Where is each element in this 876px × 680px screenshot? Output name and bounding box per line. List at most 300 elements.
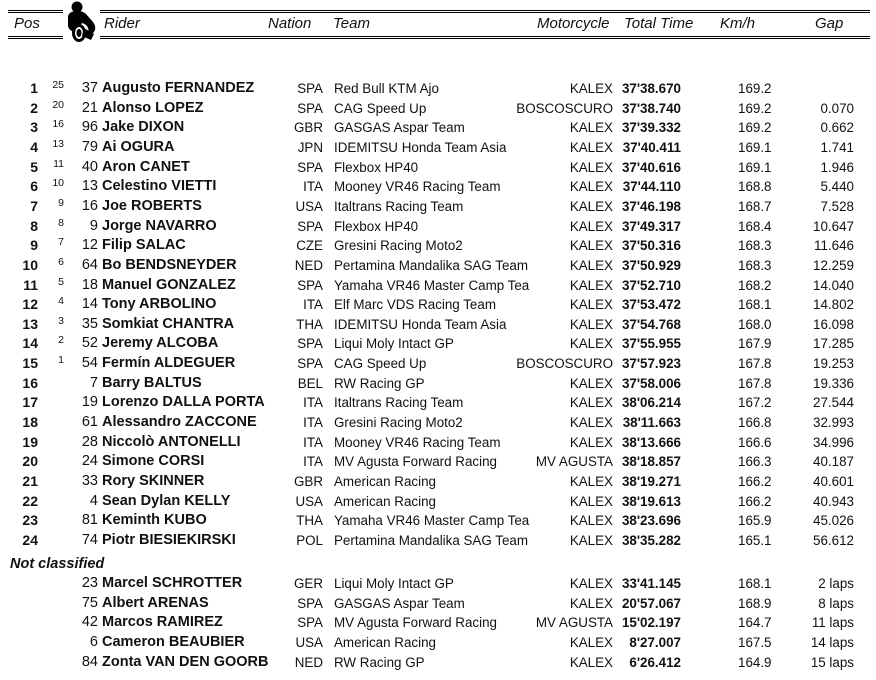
gap-cell: 14.040 [813, 277, 854, 293]
rider-number-cell: 6 [89, 634, 98, 651]
team-cell: Yamaha VR46 Master Camp Tea [334, 513, 530, 529]
header-rule [100, 38, 870, 39]
nation-cell: USA [295, 198, 323, 214]
position-cell: 2 [30, 99, 38, 116]
team-cell: CAG Speed Up [334, 356, 427, 372]
rider-name-cell: Albert ARENAS [102, 594, 209, 611]
rider-name-cell: Alessandro ZACCONE [102, 414, 257, 431]
header-rule [100, 10, 870, 11]
speed-cell: 167.2 [738, 395, 772, 411]
team-cell: GASGAS Aspar Team [334, 595, 465, 611]
team-cell: IDEMITSU Honda Team Asia [334, 316, 507, 332]
position-cell: 4 [30, 138, 38, 155]
result-row [0, 158, 876, 177]
motorcycle-cell: KALEX [569, 375, 613, 391]
motorcycle-cell: KALEX [569, 513, 613, 529]
result-row [0, 79, 876, 98]
rider-number-cell: 16 [81, 197, 98, 214]
speed-cell: 167.8 [738, 375, 772, 391]
speed-cell: 169.2 [738, 120, 772, 136]
total-time-cell: 38'19.613 [621, 493, 681, 509]
points-cell: 10 [52, 177, 64, 190]
rider-number-cell: 14 [81, 296, 98, 313]
result-row [0, 315, 876, 334]
gap-cell: 8 laps [818, 595, 854, 611]
position-cell: 17 [22, 394, 38, 411]
result-row [0, 236, 876, 255]
team-cell: MV Agusta Forward Racing [334, 454, 497, 470]
rider-number-cell: 52 [81, 335, 98, 352]
nation-cell: ITA [303, 434, 323, 450]
rider-name-cell: Jake DIXON [102, 119, 185, 136]
total-time-cell: 37'40.616 [621, 159, 681, 175]
total-time-cell: 37'55.955 [621, 336, 681, 352]
nation-cell: GBR [293, 120, 323, 136]
motorcycle-cell: KALEX [569, 595, 613, 611]
result-row [0, 217, 876, 236]
speed-cell: 168.7 [738, 198, 772, 214]
result-row [0, 452, 876, 471]
rider-name-cell: Niccolò ANTONELLI [102, 433, 241, 450]
speed-cell: 165.1 [738, 532, 772, 548]
points-cell: 3 [58, 314, 64, 327]
rider-name-cell: Marcel SCHROTTER [102, 575, 243, 591]
total-time-cell: 37'46.198 [621, 198, 681, 214]
total-time-cell: 38'13.666 [621, 434, 681, 450]
gap-cell: 27.544 [813, 395, 854, 411]
position-cell: 24 [22, 531, 38, 548]
gap-cell: 14 laps [810, 635, 854, 651]
points-cell: 7 [58, 236, 64, 249]
points-cell: 25 [52, 79, 64, 91]
position-cell: 14 [22, 335, 38, 352]
motorcycle-cell: KALEX [569, 474, 613, 489]
rider-name-cell: Ai OGURA [102, 138, 175, 155]
gap-cell: 40.601 [813, 474, 854, 489]
result-row [0, 177, 876, 196]
result-row [0, 413, 876, 432]
motorcycle-cell: KALEX [569, 238, 613, 254]
total-time-cell: 38'11.663 [622, 415, 681, 431]
speed-cell: 168.8 [738, 179, 772, 195]
position-cell: 20 [22, 453, 38, 470]
rider-number-cell: 40 [81, 158, 98, 175]
header-total-time: Total Time [624, 15, 694, 32]
result-row [0, 511, 876, 530]
result-row [0, 492, 876, 511]
position-cell: 21 [22, 473, 38, 489]
team-cell: IDEMITSU Honda Team Asia [334, 139, 507, 155]
result-row [0, 295, 876, 314]
motorcycle-rider-icon [60, 0, 102, 44]
nation-cell: SPA [297, 277, 323, 293]
gap-cell: 10.647 [813, 218, 854, 234]
speed-cell: 168.1 [738, 297, 772, 313]
speed-cell: 168.3 [738, 257, 772, 273]
speed-cell: 166.8 [738, 415, 772, 431]
rider-number-cell: 9 [89, 217, 98, 234]
gap-cell: 15 laps [810, 654, 854, 670]
rider-name-cell: Bo BENDSNEYDER [102, 256, 237, 273]
result-row [0, 256, 876, 275]
rider-number-cell: 4 [89, 492, 98, 509]
nation-cell: SPA [297, 615, 323, 631]
team-cell: GASGAS Aspar Team [334, 120, 465, 136]
rider-number-cell: 96 [81, 119, 98, 136]
total-time-cell: 38'06.214 [621, 395, 681, 411]
points-cell: 6 [58, 255, 64, 268]
motorcycle-cell: KALEX [569, 336, 613, 352]
rider-name-cell: Jorge NAVARRO [102, 217, 217, 234]
motorcycle-cell: KALEX [569, 395, 613, 411]
points-cell: 4 [58, 295, 64, 308]
rider-number-cell: 81 [81, 512, 98, 529]
speed-cell: 166.2 [738, 474, 772, 489]
rider-number-cell: 35 [81, 315, 98, 332]
team-cell: Flexbox HP40 [334, 218, 419, 234]
gap-cell: 11 laps [811, 615, 854, 631]
team-cell: American Racing [334, 474, 436, 489]
rider-number-cell: 42 [81, 614, 98, 631]
gap-cell: 5.440 [820, 179, 854, 195]
nation-cell: SPA [297, 100, 323, 116]
header-rule [8, 10, 63, 11]
nation-cell: GBR [293, 474, 323, 489]
total-time-cell: 37'58.006 [621, 375, 681, 391]
total-time-cell: 37'38.670 [621, 81, 681, 96]
total-time-cell: 38'35.282 [621, 532, 681, 548]
nation-cell: CZE [296, 238, 323, 254]
result-row [0, 197, 876, 216]
total-time-cell: 37'53.472 [621, 297, 681, 313]
header-team: Team [333, 15, 370, 32]
motorcycle-cell: BOSCOSCURO [516, 356, 613, 372]
rider-number-cell: 7 [89, 374, 98, 391]
position-cell: 8 [30, 217, 38, 234]
rider-name-cell: Simone CORSI [102, 453, 205, 470]
points-cell: 20 [52, 98, 64, 111]
motorcycle-cell: KALEX [569, 316, 613, 332]
speed-cell: 169.1 [738, 159, 772, 175]
motorcycle-cell: KALEX [569, 576, 613, 591]
header-motorcycle: Motorcycle [537, 15, 610, 32]
rider-number-cell: 79 [81, 138, 98, 155]
rider-number-cell: 84 [81, 653, 98, 670]
position-cell: 1 [30, 80, 38, 96]
header-rule [100, 12, 870, 13]
gap-cell: 32.993 [813, 415, 854, 431]
rider-number-cell: 12 [81, 237, 98, 254]
header-gap: Gap [815, 15, 844, 32]
total-time-cell: 37'50.316 [621, 238, 681, 254]
points-cell: 13 [52, 137, 64, 150]
total-time-cell: 37'50.929 [621, 257, 681, 273]
rider-name-cell: Cameron BEAUBIER [102, 634, 245, 651]
rider-number-cell: 64 [81, 256, 98, 273]
speed-cell: 169.2 [738, 100, 772, 116]
position-cell: 15 [22, 355, 38, 372]
rider-name-cell: Joe ROBERTS [102, 197, 202, 214]
team-cell: RW Racing GP [334, 375, 425, 391]
motorcycle-cell: KALEX [569, 218, 613, 234]
header-nation: Nation [268, 15, 312, 32]
result-row [0, 472, 876, 491]
total-time-cell: 37'57.923 [621, 356, 681, 372]
rider-number-cell: 37 [81, 80, 98, 96]
speed-cell: 169.2 [738, 81, 772, 96]
header-rider: Rider [104, 15, 140, 32]
header-rule [8, 36, 63, 37]
team-cell: Elf Marc VDS Racing Team [334, 297, 496, 313]
rider-number-cell: 33 [81, 473, 98, 489]
rider-number-cell: 24 [81, 453, 98, 470]
rider-number-cell: 21 [81, 99, 98, 116]
rider-name-cell: Filip SALAC [102, 237, 186, 254]
rider-name-cell: Sean Dylan KELLY [102, 492, 231, 509]
nation-cell: SPA [297, 356, 323, 372]
position-cell: 19 [22, 433, 38, 450]
nation-cell: ITA [303, 415, 323, 431]
rider-name-cell: Barry BALTUS [102, 374, 202, 391]
team-cell: Liqui Moly Intact GP [334, 336, 454, 352]
team-cell: Gresini Racing Moto2 [334, 415, 463, 431]
motorcycle-cell: KALEX [569, 179, 613, 195]
header-rule [8, 12, 63, 13]
total-time-cell: 38'18.857 [621, 454, 681, 470]
team-cell: Mooney VR46 Racing Team [334, 434, 501, 450]
nation-cell: BEL [297, 375, 323, 391]
nation-cell: ITA [303, 179, 323, 195]
team-cell: Yamaha VR46 Master Camp Tea [334, 277, 530, 293]
gap-cell: 1.946 [820, 159, 854, 175]
team-cell: Mooney VR46 Racing Team [334, 179, 501, 195]
nation-cell: SPA [297, 159, 323, 175]
points-cell: 9 [58, 196, 64, 209]
result-row [0, 613, 876, 632]
speed-cell: 168.3 [738, 238, 772, 254]
motorcycle-cell: KALEX [569, 139, 613, 155]
gap-cell: 1.741 [820, 139, 854, 155]
position-cell: 23 [22, 512, 38, 529]
rider-number-cell: 19 [81, 394, 98, 411]
nation-cell: USA [295, 635, 323, 651]
result-row [0, 531, 876, 550]
nation-cell: NED [294, 654, 323, 670]
gap-cell: 0.662 [820, 120, 854, 136]
motorcycle-cell: KALEX [569, 654, 613, 670]
gap-cell: 19.253 [813, 356, 854, 372]
speed-cell: 169.1 [738, 139, 772, 155]
result-row [0, 574, 876, 593]
rider-number-cell: 28 [81, 433, 98, 450]
team-cell: American Racing [334, 635, 436, 651]
nation-cell: GER [293, 576, 323, 591]
nation-cell: ITA [303, 454, 323, 470]
result-row [0, 334, 876, 353]
total-time-cell: 37'54.768 [621, 316, 681, 332]
total-time-cell: 38'23.696 [621, 513, 681, 529]
team-cell: RW Racing GP [334, 654, 425, 670]
gap-cell: 12.259 [813, 257, 854, 273]
rider-name-cell: Manuel GONZALEZ [102, 276, 236, 293]
motorcycle-cell: KALEX [569, 277, 613, 293]
header-kmh: Km/h [720, 15, 756, 32]
nation-cell: ITA [303, 297, 323, 313]
gap-cell: 0.070 [820, 100, 854, 116]
motorcycle-cell: KALEX [569, 198, 613, 214]
rider-name-cell: Augusto FERNANDEZ [102, 80, 255, 96]
rider-name-cell: Tony ARBOLINO [102, 296, 217, 313]
speed-cell: 165.9 [738, 513, 772, 529]
speed-cell: 164.9 [738, 654, 772, 670]
position-cell: 9 [30, 237, 38, 254]
total-time-cell: 33'41.145 [621, 576, 681, 591]
position-cell: 18 [22, 414, 38, 431]
team-cell: American Racing [334, 493, 436, 509]
position-cell: 6 [30, 178, 38, 195]
speed-cell: 168.2 [738, 277, 772, 293]
speed-cell: 168.4 [738, 218, 772, 234]
total-time-cell: 37'52.710 [621, 277, 681, 293]
motorcycle-cell: KALEX [569, 120, 613, 136]
position-cell: 3 [30, 119, 38, 136]
points-cell: 8 [58, 216, 64, 229]
motorcycle-cell: MV AGUSTA [535, 615, 613, 631]
rider-name-cell: Marcos RAMIREZ [102, 614, 223, 631]
team-cell: CAG Speed Up [334, 100, 427, 116]
rider-name-cell: Piotr BIESIEKIRSKI [102, 531, 236, 548]
rider-name-cell: Keminth KUBO [102, 512, 207, 529]
total-time-cell: 15'02.197 [621, 615, 681, 631]
total-time-cell: 38'19.271 [621, 474, 681, 489]
speed-cell: 167.9 [738, 336, 772, 352]
result-row [0, 594, 876, 613]
team-cell: Gresini Racing Moto2 [334, 238, 463, 254]
team-cell: Red Bull KTM Ajo [334, 81, 439, 96]
gap-cell: 19.336 [813, 375, 854, 391]
result-row [0, 653, 876, 672]
position-cell: 16 [22, 374, 38, 391]
speed-cell: 168.1 [738, 576, 772, 591]
gap-cell: 17.285 [813, 336, 854, 352]
speed-cell: 166.2 [738, 493, 772, 509]
rider-number-cell: 23 [81, 575, 98, 591]
total-time-cell: 37'38.740 [621, 100, 681, 116]
motorcycle-cell: KALEX [569, 532, 613, 548]
position-cell: 13 [22, 315, 38, 332]
team-cell: Liqui Moly Intact GP [334, 576, 454, 591]
motorcycle-cell: KALEX [569, 257, 613, 273]
nation-cell: SPA [297, 336, 323, 352]
gap-cell: 11.646 [814, 238, 854, 254]
result-row [0, 354, 876, 373]
motorcycle-cell: KALEX [569, 415, 613, 431]
team-cell: Italtrans Racing Team [334, 395, 464, 411]
position-cell: 5 [30, 158, 38, 175]
team-cell: Italtrans Racing Team [334, 198, 464, 214]
points-cell: 1 [58, 354, 64, 367]
position-cell: 7 [30, 197, 38, 214]
position-cell: 12 [22, 296, 38, 313]
rider-number-cell: 13 [81, 178, 98, 195]
rider-number-cell: 18 [81, 276, 98, 293]
total-time-cell: 20'57.067 [621, 595, 681, 611]
not-classified-heading: Not classified [10, 556, 105, 572]
motorcycle-cell: KALEX [569, 635, 613, 651]
result-row [0, 138, 876, 157]
result-row [0, 118, 876, 137]
gap-cell: 45.026 [813, 513, 854, 529]
points-cell: 11 [53, 157, 64, 170]
motorcycle-cell: MV AGUSTA [535, 454, 613, 470]
nation-cell: SPA [297, 81, 323, 96]
total-time-cell: 37'49.317 [621, 218, 681, 234]
gap-cell: 56.612 [813, 532, 854, 548]
total-time-cell: 8'27.007 [629, 635, 681, 651]
points-cell: 2 [58, 334, 64, 347]
rider-name-cell: Lorenzo DALLA PORTA [102, 394, 265, 411]
results-header [0, 0, 876, 40]
rider-name-cell: Zonta VAN DEN GOORB [102, 653, 269, 670]
position-cell: 10 [22, 256, 38, 273]
gap-cell: 2 laps [818, 576, 854, 591]
speed-cell: 167.8 [738, 356, 772, 372]
motorcycle-cell: KALEX [569, 434, 613, 450]
motorcycle-cell: BOSCOSCURO [516, 100, 613, 116]
total-time-cell: 6'26.412 [629, 654, 681, 670]
header-rule [8, 38, 63, 39]
speed-cell: 168.9 [738, 595, 772, 611]
position-cell: 22 [22, 492, 38, 509]
rider-name-cell: Jeremy ALCOBA [102, 335, 219, 352]
motorcycle-cell: KALEX [569, 297, 613, 313]
rider-name-cell: Fermín ALDEGUER [102, 355, 236, 372]
gap-cell: 34.996 [813, 434, 854, 450]
total-time-cell: 37'44.110 [622, 179, 681, 195]
nation-cell: THA [296, 513, 323, 529]
rider-name-cell: Somkiat CHANTRA [102, 315, 235, 332]
gap-cell: 7.528 [820, 198, 854, 214]
motorcycle-cell: KALEX [569, 159, 613, 175]
gap-cell: 40.943 [813, 493, 854, 509]
speed-cell: 164.7 [738, 615, 772, 631]
result-row [0, 99, 876, 118]
rider-number-cell: 75 [81, 594, 98, 611]
gap-cell: 14.802 [813, 297, 854, 313]
rider-number-cell: 54 [81, 355, 98, 372]
speed-cell: 166.3 [738, 454, 772, 470]
rider-number-cell: 61 [81, 414, 98, 431]
result-row [0, 276, 876, 295]
nation-cell: JPN [297, 139, 323, 155]
gap-cell: 16.098 [813, 316, 854, 332]
rider-name-cell: Alonso LOPEZ [102, 99, 204, 116]
speed-cell: 167.5 [738, 635, 772, 651]
rider-name-cell: Rory SKINNER [102, 473, 205, 489]
team-cell: MV Agusta Forward Racing [334, 615, 497, 631]
result-row [0, 374, 876, 393]
team-cell: Flexbox HP40 [334, 159, 419, 175]
total-time-cell: 37'39.332 [621, 120, 681, 136]
gap-cell: 40.187 [813, 454, 854, 470]
points-cell: 16 [52, 118, 64, 131]
motorcycle-cell: KALEX [569, 81, 613, 96]
nation-cell: SPA [297, 218, 323, 234]
team-cell: Pertamina Mandalika SAG Team [334, 257, 529, 273]
motorcycle-cell: KALEX [569, 493, 613, 509]
points-cell: 5 [58, 275, 64, 288]
nation-cell: USA [295, 493, 323, 509]
